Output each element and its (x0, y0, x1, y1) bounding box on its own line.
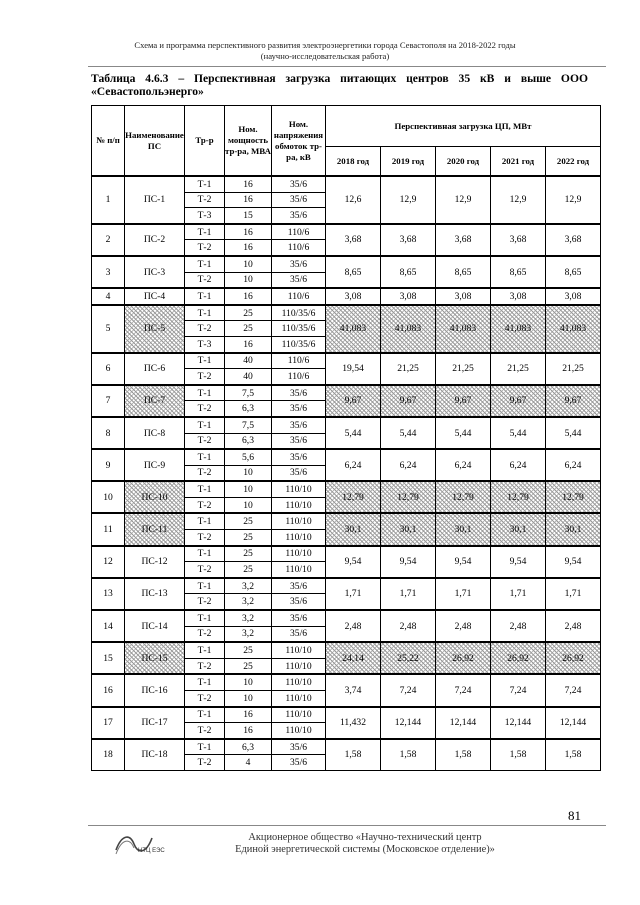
transformer-voltage: 110/10 (272, 497, 326, 513)
load-value: 6,24 (546, 449, 601, 481)
transformer-id: Т-1 (185, 449, 225, 465)
load-value: 11,432 (326, 707, 381, 739)
transformer-id: Т-1 (185, 417, 225, 433)
load-value: 2,48 (546, 610, 601, 642)
transformer-voltage: 110/10 (272, 691, 326, 707)
load-value: 41,083 (436, 305, 491, 353)
transformer-id: Т-2 (185, 658, 225, 674)
load-value: 8,65 (546, 256, 601, 288)
load-value: 12,9 (381, 176, 436, 224)
substation-name: ПС-9 (125, 449, 185, 481)
load-value: 6,24 (381, 449, 436, 481)
load-value: 21,25 (436, 353, 491, 385)
substation-number: 9 (92, 449, 125, 481)
transformer-id: Т-1 (185, 513, 225, 529)
transformer-power: 16 (225, 224, 272, 240)
transformer-id: Т-2 (185, 626, 225, 642)
transformer-voltage: 35/6 (272, 610, 326, 626)
substation-name: ПС-16 (125, 674, 185, 706)
transformer-power: 10 (225, 256, 272, 272)
load-table (91, 105, 601, 771)
load-value: 12,9 (546, 176, 601, 224)
table-row (92, 449, 601, 465)
load-value: 7,24 (546, 674, 601, 706)
transformer-power: 6,3 (225, 433, 272, 449)
transformer-power: 6,3 (225, 401, 272, 417)
load-value: 12,9 (436, 176, 491, 224)
transformer-id: Т-1 (185, 385, 225, 401)
transformer-id: Т-1 (185, 674, 225, 690)
transformer-power: 10 (225, 481, 272, 497)
load-value: 3,08 (381, 288, 436, 305)
col-header-number: № п/п (92, 106, 125, 177)
substation-name: ПС-11 (125, 513, 185, 545)
load-value: 9,67 (381, 385, 436, 417)
load-value: 41,083 (491, 305, 546, 353)
transformer-id: Т-1 (185, 353, 225, 369)
load-value: 9,67 (436, 385, 491, 417)
load-value: 7,24 (436, 674, 491, 706)
transformer-voltage: 110/10 (272, 546, 326, 562)
load-value: 7,24 (381, 674, 436, 706)
load-value: 9,54 (381, 546, 436, 578)
table-row (92, 288, 601, 305)
load-value: 1,58 (491, 739, 546, 771)
transformer-voltage: 35/6 (272, 272, 326, 288)
table-row (92, 513, 601, 529)
transformer-power: 3,2 (225, 626, 272, 642)
load-value: 12,144 (381, 707, 436, 739)
load-value: 8,65 (381, 256, 436, 288)
transformer-power: 40 (225, 369, 272, 385)
transformer-power: 5,6 (225, 449, 272, 465)
substation-name: ПС-18 (125, 739, 185, 771)
table-row (92, 674, 601, 690)
transformer-id: Т-1 (185, 642, 225, 658)
load-value: 12,144 (491, 707, 546, 739)
load-value: 7,24 (491, 674, 546, 706)
year-header: 2020 год (436, 147, 491, 177)
substation-number: 1 (92, 176, 125, 224)
transformer-id: Т-1 (185, 546, 225, 562)
substation-name: ПС-10 (125, 481, 185, 513)
transformer-voltage: 110/35/6 (272, 305, 326, 321)
load-value: 1,58 (326, 739, 381, 771)
load-value: 30,1 (436, 513, 491, 545)
load-value: 24,14 (326, 642, 381, 674)
table-row (92, 224, 601, 240)
substation-number: 15 (92, 642, 125, 674)
load-value: 9,67 (491, 385, 546, 417)
load-value: 6,24 (436, 449, 491, 481)
transformer-id: Т-2 (185, 594, 225, 610)
col-header-voltage: Ном. напряжения обмоток тр-ра, кВ (272, 106, 326, 177)
load-value: 19,54 (326, 353, 381, 385)
load-value: 2,48 (436, 610, 491, 642)
transformer-voltage: 35/6 (272, 208, 326, 224)
substation-number: 2 (92, 224, 125, 256)
transformer-id: Т-1 (185, 481, 225, 497)
load-value: 9,54 (436, 546, 491, 578)
load-value: 9,54 (546, 546, 601, 578)
substation-name: ПС-14 (125, 610, 185, 642)
transformer-power: 10 (225, 674, 272, 690)
load-value: 3,68 (491, 224, 546, 256)
load-value: 12,144 (436, 707, 491, 739)
transformer-voltage: 35/6 (272, 449, 326, 465)
transformer-voltage: 110/10 (272, 723, 326, 739)
transformer-voltage: 110/10 (272, 513, 326, 529)
load-value: 5,44 (491, 417, 546, 449)
load-value: 12,79 (326, 481, 381, 513)
substation-number: 11 (92, 513, 125, 545)
load-value: 12,6 (326, 176, 381, 224)
transformer-id: Т-1 (185, 707, 225, 723)
substation-number: 18 (92, 739, 125, 771)
transformer-id: Т-1 (185, 739, 225, 755)
header-subtitle: (научно-исследовательская работа) (260, 51, 390, 61)
substation-name: ПС-5 (125, 305, 185, 353)
load-value: 3,74 (326, 674, 381, 706)
substation-number: 14 (92, 610, 125, 642)
header-divider (88, 66, 606, 67)
transformer-id: Т-2 (185, 192, 225, 208)
transformer-power: 25 (225, 305, 272, 321)
substation-name: ПС-2 (125, 224, 185, 256)
substation-number: 6 (92, 353, 125, 385)
transformer-voltage: 110/6 (272, 288, 326, 305)
transformer-power: 10 (225, 272, 272, 288)
running-header (90, 40, 560, 62)
substation-name: ПС-4 (125, 288, 185, 305)
load-value: 12,79 (436, 481, 491, 513)
transformer-id: Т-1 (185, 610, 225, 626)
transformer-id: Т-2 (185, 321, 225, 337)
transformer-power: 25 (225, 658, 272, 674)
load-value: 3,68 (546, 224, 601, 256)
load-value: 3,68 (326, 224, 381, 256)
table-row (92, 481, 601, 497)
transformer-voltage: 110/10 (272, 674, 326, 690)
load-value: 12,79 (381, 481, 436, 513)
table-caption: Таблица 4.6.3 – Перспективная загрузка питающих центров 35 кВ и выше ООО «Севастопольэнерго» (91, 72, 588, 98)
transformer-power: 3,2 (225, 610, 272, 626)
load-value: 26,92 (436, 642, 491, 674)
transformer-voltage: 110/10 (272, 481, 326, 497)
table-row (92, 707, 601, 723)
transformer-power: 25 (225, 562, 272, 578)
load-value: 1,58 (546, 739, 601, 771)
load-value: 8,65 (436, 256, 491, 288)
load-value: 1,71 (546, 578, 601, 610)
load-value: 9,67 (326, 385, 381, 417)
header-title: Схема и программа перспективного развития электроэнергетики города Севастополя на 2018-2022 годы (134, 40, 516, 50)
transformer-voltage: 35/6 (272, 433, 326, 449)
table-row (92, 642, 601, 658)
transformer-power: 3,2 (225, 594, 272, 610)
load-value: 8,65 (491, 256, 546, 288)
transformer-power: 25 (225, 546, 272, 562)
substation-number: 5 (92, 305, 125, 353)
transformer-id: Т-2 (185, 562, 225, 578)
transformer-power: 25 (225, 642, 272, 658)
transformer-power: 7,5 (225, 417, 272, 433)
year-header: 2022 год (546, 147, 601, 177)
transformer-power: 16 (225, 723, 272, 739)
substation-name: ПС-6 (125, 353, 185, 385)
substation-number: 8 (92, 417, 125, 449)
load-value: 12,144 (546, 707, 601, 739)
transformer-power: 16 (225, 336, 272, 352)
load-value: 2,48 (326, 610, 381, 642)
load-value: 30,1 (326, 513, 381, 545)
substation-number: 4 (92, 288, 125, 305)
table-row (92, 610, 601, 626)
year-header: 2019 год (381, 147, 436, 177)
table-row (92, 353, 601, 369)
transformer-id: Т-2 (185, 240, 225, 256)
transformer-voltage: 35/6 (272, 755, 326, 771)
transformer-voltage: 110/10 (272, 642, 326, 658)
load-value: 6,24 (491, 449, 546, 481)
load-value: 5,44 (326, 417, 381, 449)
footer-line-1: Акционерное общество «Научно-технический центр (248, 832, 482, 843)
transformer-power: 10 (225, 497, 272, 513)
load-value: 3,08 (326, 288, 381, 305)
transformer-id: Т-3 (185, 336, 225, 352)
transformer-voltage: 110/10 (272, 530, 326, 546)
transformer-power: 10 (225, 691, 272, 707)
load-value: 1,58 (436, 739, 491, 771)
table-row (92, 739, 601, 755)
transformer-voltage: 35/6 (272, 626, 326, 642)
load-value: 2,48 (381, 610, 436, 642)
transformer-voltage: 110/10 (272, 562, 326, 578)
load-value: 41,083 (381, 305, 436, 353)
transformer-power: 4 (225, 755, 272, 771)
transformer-id: Т-2 (185, 272, 225, 288)
transformer-voltage: 35/6 (272, 401, 326, 417)
load-value: 26,92 (491, 642, 546, 674)
table-row (92, 417, 601, 433)
footer (200, 832, 530, 856)
transformer-voltage: 110/6 (272, 369, 326, 385)
load-value: 30,1 (546, 513, 601, 545)
transformer-id: Т-1 (185, 256, 225, 272)
transformer-id: Т-2 (185, 369, 225, 385)
transformer-voltage: 110/6 (272, 353, 326, 369)
transformer-power: 3,2 (225, 578, 272, 594)
load-value: 41,083 (326, 305, 381, 353)
transformer-id: Т-2 (185, 401, 225, 417)
substation-number: 3 (92, 256, 125, 288)
load-value: 3,08 (546, 288, 601, 305)
load-value: 6,24 (326, 449, 381, 481)
transformer-voltage: 110/10 (272, 707, 326, 723)
transformer-id: Т-1 (185, 224, 225, 240)
transformer-power: 25 (225, 530, 272, 546)
transformer-id: Т-1 (185, 176, 225, 192)
substation-number: 12 (92, 546, 125, 578)
transformer-power: 16 (225, 192, 272, 208)
col-header-load: Перспективная загрузка ЦП, МВт (326, 106, 601, 147)
col-header-transformer: Тр-р (185, 106, 225, 177)
table-row (92, 256, 601, 272)
substation-number: 13 (92, 578, 125, 610)
transformer-id: Т-2 (185, 755, 225, 771)
year-header: 2018 год (326, 147, 381, 177)
load-value: 2,48 (491, 610, 546, 642)
transformer-voltage: 110/35/6 (272, 336, 326, 352)
col-header-power: Ном. мощность тр-ра, МВА (225, 106, 272, 177)
transformer-power: 10 (225, 465, 272, 481)
transformer-voltage: 35/6 (272, 465, 326, 481)
load-value: 12,79 (546, 481, 601, 513)
substation-number: 10 (92, 481, 125, 513)
transformer-power: 25 (225, 321, 272, 337)
transformer-power: 15 (225, 208, 272, 224)
substation-name: ПС-12 (125, 546, 185, 578)
transformer-voltage: 110/6 (272, 224, 326, 240)
transformer-power: 7,5 (225, 385, 272, 401)
transformer-id: Т-1 (185, 578, 225, 594)
load-value: 30,1 (381, 513, 436, 545)
transformer-power: 6,3 (225, 739, 272, 755)
year-header: 2021 год (491, 147, 546, 177)
load-value: 1,58 (381, 739, 436, 771)
transformer-power: 16 (225, 240, 272, 256)
load-value: 1,71 (436, 578, 491, 610)
substation-number: 7 (92, 385, 125, 417)
substation-number: 17 (92, 707, 125, 739)
load-value: 21,25 (381, 353, 436, 385)
substation-number: 16 (92, 674, 125, 706)
load-value: 3,68 (381, 224, 436, 256)
page-number: 81 (568, 808, 581, 823)
load-value: 3,08 (491, 288, 546, 305)
load-value: 1,71 (326, 578, 381, 610)
substation-name: ПС-17 (125, 707, 185, 739)
transformer-id: Т-2 (185, 497, 225, 513)
transformer-voltage: 35/6 (272, 739, 326, 755)
transformer-voltage: 35/6 (272, 417, 326, 433)
transformer-id: Т-2 (185, 723, 225, 739)
transformer-power: 25 (225, 513, 272, 529)
table-row (92, 546, 601, 562)
table-row (92, 578, 601, 594)
load-value: 5,44 (436, 417, 491, 449)
load-value: 1,71 (381, 578, 436, 610)
transformer-power: 16 (225, 176, 272, 192)
load-value: 5,44 (546, 417, 601, 449)
footer-divider (88, 825, 606, 826)
transformer-voltage: 110/6 (272, 240, 326, 256)
transformer-id: Т-2 (185, 691, 225, 707)
load-value: 9,54 (491, 546, 546, 578)
substation-name: ПС-8 (125, 417, 185, 449)
company-logo (112, 830, 168, 860)
transformer-voltage: 35/6 (272, 385, 326, 401)
table-row (92, 176, 601, 192)
load-value: 26,92 (546, 642, 601, 674)
transformer-id: Т-2 (185, 433, 225, 449)
transformer-id: Т-1 (185, 288, 225, 305)
col-header-name: Наименование ПС (125, 106, 185, 177)
table-row (92, 305, 601, 321)
load-value: 25,22 (381, 642, 436, 674)
load-value: 12,79 (491, 481, 546, 513)
transformer-voltage: 35/6 (272, 578, 326, 594)
logo-text: НТЦ ЕЭС (138, 848, 165, 854)
transformer-voltage: 110/35/6 (272, 321, 326, 337)
transformer-voltage: 35/6 (272, 192, 326, 208)
transformer-id: Т-2 (185, 530, 225, 546)
substation-name: ПС-7 (125, 385, 185, 417)
load-value: 30,1 (491, 513, 546, 545)
transformer-voltage: 35/6 (272, 256, 326, 272)
transformer-id: Т-2 (185, 465, 225, 481)
transformer-id: Т-1 (185, 305, 225, 321)
load-value: 41,083 (546, 305, 601, 353)
transformer-voltage: 35/6 (272, 594, 326, 610)
load-value: 9,54 (326, 546, 381, 578)
substation-name: ПС-15 (125, 642, 185, 674)
substation-name: ПС-1 (125, 176, 185, 224)
transformer-voltage: 35/6 (272, 176, 326, 192)
transformer-power: 16 (225, 288, 272, 305)
load-value: 21,25 (491, 353, 546, 385)
substation-name: ПС-3 (125, 256, 185, 288)
transformer-id: Т-3 (185, 208, 225, 224)
load-value: 1,71 (491, 578, 546, 610)
load-value: 12,9 (491, 176, 546, 224)
substation-name: ПС-13 (125, 578, 185, 610)
load-value: 21,25 (546, 353, 601, 385)
transformer-power: 40 (225, 353, 272, 369)
footer-line-2: Единой энергетической системы (Московское отделение)» (235, 844, 495, 855)
load-value: 5,44 (381, 417, 436, 449)
load-value: 8,65 (326, 256, 381, 288)
table-row (92, 385, 601, 401)
load-value: 3,68 (436, 224, 491, 256)
load-value: 9,67 (546, 385, 601, 417)
transformer-voltage: 110/10 (272, 658, 326, 674)
load-value: 3,08 (436, 288, 491, 305)
transformer-power: 16 (225, 707, 272, 723)
